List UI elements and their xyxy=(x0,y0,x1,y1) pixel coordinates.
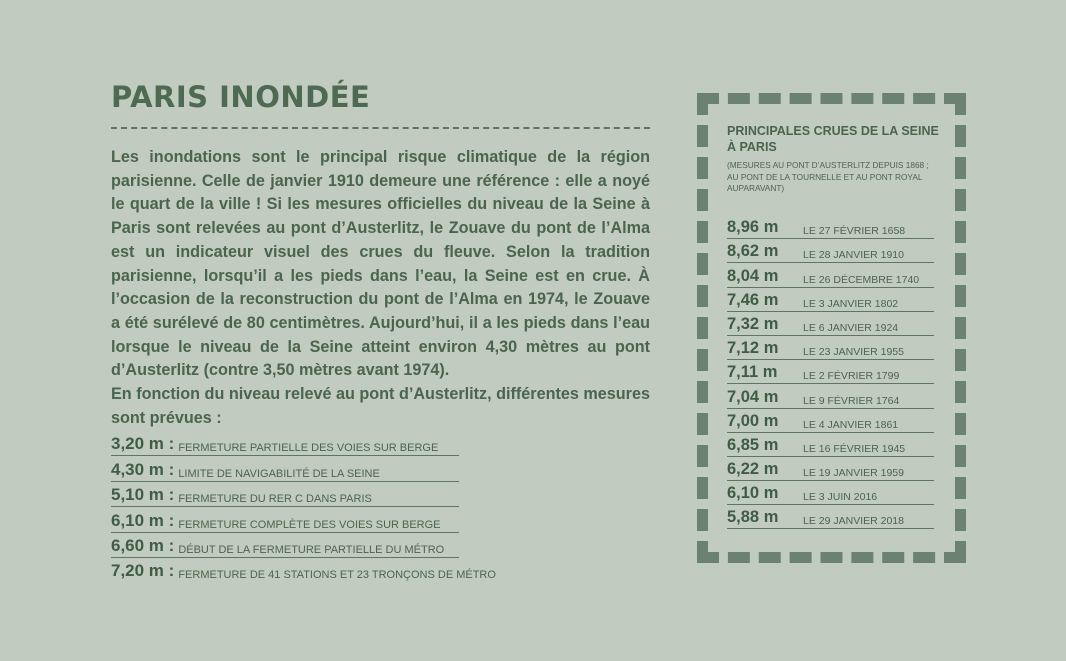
flood-row xyxy=(727,336,934,360)
measure-level: 5,10 m : xyxy=(111,485,175,505)
flood-level: 8,96 m xyxy=(727,218,779,237)
flood-date: LE 19 JANVIER 1959 xyxy=(803,467,904,480)
flood-level: 7,00 m xyxy=(727,411,779,430)
flood-date: LE 28 JANVIER 1910 xyxy=(803,249,904,262)
measure-description: FERMETURE DU RER C DANS PARIS xyxy=(178,493,372,506)
intro-text xyxy=(111,146,650,430)
flood-date: LE 6 JANVIER 1924 xyxy=(803,321,899,334)
flood-date: LE 26 DÉCEMBRE 1740 xyxy=(803,273,920,286)
measures-list xyxy=(111,431,496,582)
flood-row xyxy=(727,288,934,312)
flood-date: LE 29 JANVIER 2018 xyxy=(803,515,904,528)
flood-row xyxy=(727,239,934,263)
measure-row xyxy=(111,533,459,558)
measure-description: LIMITE DE NAVIGABILITÉ DE LA SEINE xyxy=(178,467,380,480)
flood-row xyxy=(727,505,934,529)
flood-level: 7,32 m xyxy=(727,314,779,333)
floods-list xyxy=(727,215,934,529)
floods-title: PRINCIPALES CRUES DE LA SEINE À PARIS xyxy=(727,124,939,154)
flood-level: 7,04 m xyxy=(727,387,779,406)
flood-date: LE 23 JANVIER 1955 xyxy=(803,346,904,359)
flood-row xyxy=(727,384,934,408)
flood-row xyxy=(727,215,934,239)
flood-row xyxy=(727,481,934,505)
flood-level: 8,62 m xyxy=(727,242,779,261)
flood-level: 5,88 m xyxy=(727,508,779,527)
measure-level: 4,30 m : xyxy=(111,459,175,479)
measure-level: 6,60 m : xyxy=(111,535,175,555)
flood-date: LE 2 FÉVRIER 1799 xyxy=(803,370,900,383)
intro-paragraph: En fonction du niveau relevé au pont d’Austerlitz, différentes mesures sont prévues : xyxy=(111,385,650,427)
flood-date: LE 3 JUIN 2016 xyxy=(803,491,878,504)
flood-row xyxy=(727,312,934,336)
flood-date: LE 3 JANVIER 1802 xyxy=(803,297,899,310)
intro-paragraph: Les inondations sont le principal risque climatique de la région parisienne. Celle de janvier 1910 demeure une référence : elle a noyé le quart de la ville ! Si les mesures officielles du niveau de la Seine à Paris sont relevées au pont d’Austerlitz, le Zouave du pont de l’Alma est un indicateur visuel des crues du fleuve. Selon la tradition parisienne, lorsqu’il a les pieds dans l’eau, la Seine est en crue. À l’occasion de la reconstruction du pont de l’Alma en 1974, le Zouave a été surélevé de 80 centimètres. Aujourd’hui, il a les pieds dans l’eau lorsque le niveau de la Seine atteint environ 4,30 mètres au pont d’Austerlitz (contre 3,50 mètres avant 1974). xyxy=(111,148,650,380)
flood-row xyxy=(727,433,934,457)
measure-description: FERMETURE DE 41 STATIONS ET 23 TRONÇONS DE MÉTRO xyxy=(178,569,496,582)
flood-date: LE 9 FÉVRIER 1764 xyxy=(803,394,900,407)
flood-row xyxy=(727,409,934,433)
page-title: PARIS INONDÉE xyxy=(111,80,371,114)
measure-row xyxy=(111,507,459,532)
measure-row xyxy=(111,482,459,507)
measure-row xyxy=(111,431,459,456)
flood-row xyxy=(727,457,934,481)
flood-date: LE 4 JANVIER 1861 xyxy=(803,418,899,431)
measure-row xyxy=(111,456,459,481)
floods-note: (MESURES AU PONT D’AUSTERLITZ DEPUIS 1868 ; AU PONT DE LA TOURNELLE ET AU PONT ROYAL AUPARAVANT) xyxy=(727,160,929,193)
title-divider xyxy=(111,127,650,129)
measure-row xyxy=(111,558,496,582)
flood-row xyxy=(727,360,934,384)
measure-description: FERMETURE PARTIELLE DES VOIES SUR BERGE xyxy=(178,442,439,455)
flood-level: 7,12 m xyxy=(727,339,779,358)
measure-description: FERMETURE COMPLÈTE DES VOIES SUR BERGE xyxy=(178,518,441,531)
flood-level: 6,85 m xyxy=(727,435,779,454)
flood-level: 6,22 m xyxy=(727,460,779,479)
flood-level: 6,10 m xyxy=(727,484,779,503)
measure-description: DÉBUT DE LA FERMETURE PARTIELLE DU MÉTRO xyxy=(178,543,445,556)
flood-date: LE 16 FÉVRIER 1945 xyxy=(803,442,906,455)
measure-level: 6,10 m : xyxy=(111,510,175,530)
flood-level: 7,46 m xyxy=(727,290,779,309)
measure-level: 7,20 m : xyxy=(111,561,175,581)
flood-date: LE 27 FÉVRIER 1658 xyxy=(803,225,906,238)
flood-level: 8,04 m xyxy=(727,266,779,285)
flood-level: 7,11 m xyxy=(727,363,778,382)
measure-level: 3,20 m : xyxy=(111,434,175,454)
flood-row xyxy=(727,263,934,287)
